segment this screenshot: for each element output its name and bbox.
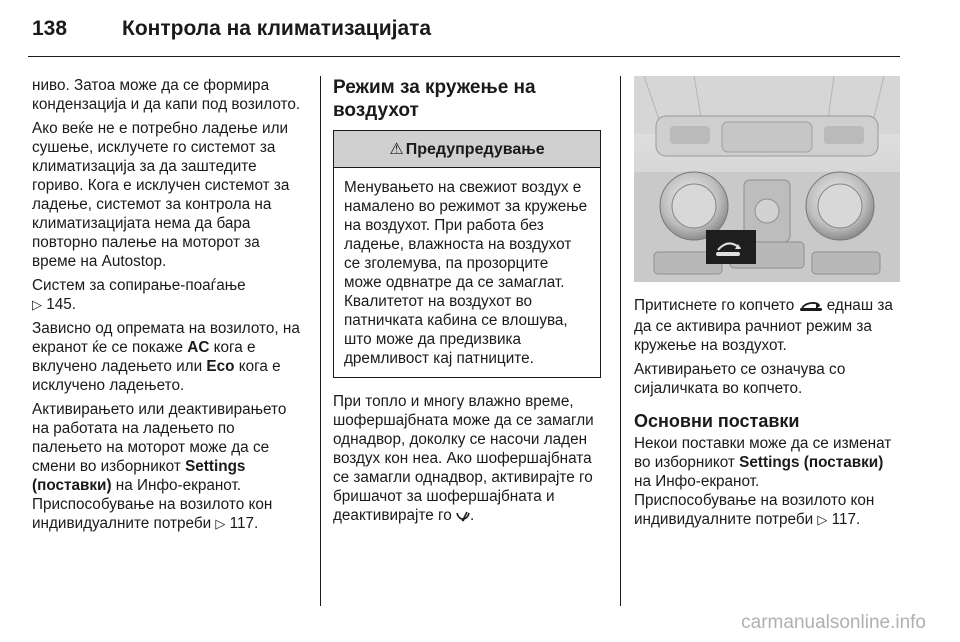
settings-menu-label: Settings (поставки) [739,454,884,471]
text-run: на Инфо-екранот. [634,473,760,490]
highlighted-recirculation-button [706,230,756,264]
text-run: . [470,507,475,524]
text-run: Приспособување на возилото кон индивидуалните потреби [634,492,875,528]
text-run: При топло и многу влажно време, шофершајбната може да се замагли однадвор, доколку се насочи ладен воздух кон неа. Ако шофершајбната се замагли однадвор, активирајте го бришачот за шофершајбната и деактивирајте го [333,393,594,524]
page-reference[interactable]: 117. [229,515,259,532]
paragraph-text: Систем за сопирање-поаѓање [32,277,246,294]
text-run: Зависно од опремата на возилото, на екранот ќе се покаже [32,320,300,356]
warning-text: Менувањето на свежиот воздух е намалено во режимот за кружење на воздухот. При работа без ладење, влажноста на воздухот се зголемува, па прозорците може одвнатре да се замаглат. Квалитетот на воздухот во патничката кабина се влошува, што може да предизвика дремливост кај патниците. [344,179,588,367]
ac-indicator-label: AC [187,339,210,356]
text-run: Активирањето или деактивирањето на работата на ладењето по палењето на моторот може да се смени во изборникот [32,401,287,475]
warning-header [334,131,600,168]
paragraph [634,491,904,529]
page-header [0,0,960,60]
climate-control-panel-photo [634,76,900,282]
text-run: Притиснете го копчето [634,297,799,314]
settings-menu-label: Settings (поставки) [32,458,246,494]
header-divider [28,56,900,57]
air-recirculation-icon [799,298,823,317]
paragraph: ниво. Затоа може да се формира кондензација и да капи под возилото. [32,77,301,113]
arrow-right-icon: ▷ [817,512,828,527]
text-run: Некои поставки може да се изменат во изборникот [634,435,892,471]
warning-box [333,130,601,378]
section-heading: Основни поставки [634,411,800,431]
page-title: Контрола на климатизацијата [122,17,432,40]
section-heading: Режим за кружење на воздухот [333,77,536,121]
paragraph: Ако веќе не е потребно ладење или сушење, исклучете го системот за климатизација за да заштедите гориво. Кога е исклучен системот за ладење, системот за контрола на климатизацијата нема да бара повторно палење на моторот за време на Autostop. [32,120,290,270]
page-reference[interactable]: 117. [831,511,861,528]
column-left [32,76,304,538]
page-number: 138 [32,17,68,40]
paragraph: Активирањето се означува со сијаличката во копчето. [634,361,846,397]
text-run: на Инфо-екранот. Приспособување на возилото кон индивидуалните потреби [32,477,273,532]
watermark: carmanualsonline.info [741,612,926,633]
paragraph [634,434,904,491]
arrow-right-icon: ▷ [32,297,42,312]
column-right [634,76,904,534]
cross-reference [32,276,304,314]
column-divider [320,76,321,606]
column-middle [333,76,603,532]
text-run: кога е вклучено ладењето или [32,339,256,375]
wiper-icon [456,508,470,527]
column-divider [620,76,621,606]
text-run: еднаш за да се активира рачниот режим за кружење на воздухот. [634,297,893,354]
paragraph [634,296,904,355]
warning-label: Предупредување [405,141,545,158]
page-reference[interactable]: 145. [46,296,77,313]
paragraph [32,319,304,395]
paragraph [32,400,304,533]
arrow-right-icon: ▷ [215,516,226,531]
paragraph [333,392,603,527]
warning-triangle-icon: ⚠ [389,141,404,158]
eco-indicator-label: Eco [206,358,235,375]
text-run: кога е исклучено ладењето. [32,358,281,394]
